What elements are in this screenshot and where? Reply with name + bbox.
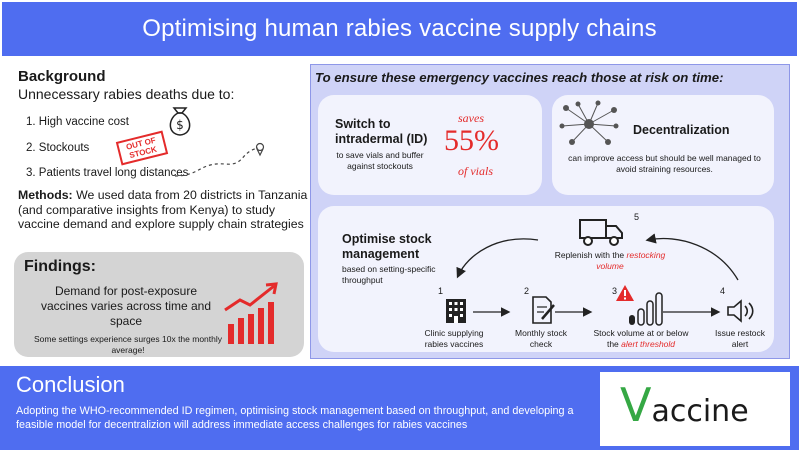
page-title: Optimising human rabies vaccine supply chains [142,15,657,42]
switch-sub: to save vials and buffer against stockouts [336,150,424,171]
network-icon [558,100,620,148]
step-number: 3 [612,286,618,296]
low-stock-alert-icon [615,283,671,327]
decentralization-sub: can improve access but should be well managed to avoid straining resources. [568,153,761,174]
switch-title: Switch to intradermal (ID) [335,117,428,146]
reason-item: 2. Stockouts [26,142,90,154]
logo-text: Vaccine [620,378,749,432]
svg-text:$: $ [176,118,184,132]
title-bar [0,0,799,58]
decentralization-title: Decentralization [633,123,730,137]
conclusion-text: Adopting the WHO-recommended ID regimen, optimising stock management based on throughput, and developing a feasible model for decentralizion will address immediate access challenges for rabies vaccines [16,405,574,431]
money-bag-icon [162,102,198,138]
step-number: 4 [720,286,726,296]
reason-item: 3. Patients travel long distances [26,167,189,179]
background-section [18,66,308,102]
findings-heading: Findings: [24,258,96,275]
step-label: Issue restock alert [714,328,766,349]
strategies-title: To ensure these emergency vaccines reach those at risk on time: [315,70,724,85]
step-number: 5 [634,212,640,222]
vaccine-logo [600,372,790,446]
speaker-alert-icon [726,297,758,325]
methods-text: Methods: We used data from 20 districts in Tanzania (and comparative insights from Kenya) to study vaccine demand and explore supply chain strategies [18,188,308,231]
conclusion-heading: Conclusion [16,372,125,397]
truck-icon [578,217,624,247]
findings-note: Some settings experience surges 10x the monthly average! [33,334,223,355]
stock-check-document-icon [530,295,556,325]
reason-item: 1. High vaccine cost [26,116,129,128]
saves-percent: 55% [444,124,499,157]
step-number: 2 [524,286,530,296]
travel-path-icon [170,140,270,180]
step-label: Monthly stock check [515,328,567,349]
background-heading: Background [18,68,106,85]
rising-chart-icon [222,280,284,346]
findings-main: Demand for post-exposure vaccines varies across time and space [40,284,212,328]
stock-title: Optimise stock management [342,232,432,261]
of-vials-label: of vials [458,164,493,178]
step-number: 1 [438,286,444,296]
step-label: Clinic supplying rabies vaccines [424,328,484,349]
replenish-label: Replenish with the restocking volume [554,250,666,271]
saves-label: saves [458,111,484,125]
step-label: Stock volume at or below the alert threshold [593,328,689,349]
out-of-stock-stamp: OUT OF STOCK [116,131,168,166]
background-subheading: Unnecessary rabies deaths due to: [18,86,235,102]
stock-sub: based on setting-specific throughput [342,264,436,285]
clinic-building-icon [444,297,468,325]
